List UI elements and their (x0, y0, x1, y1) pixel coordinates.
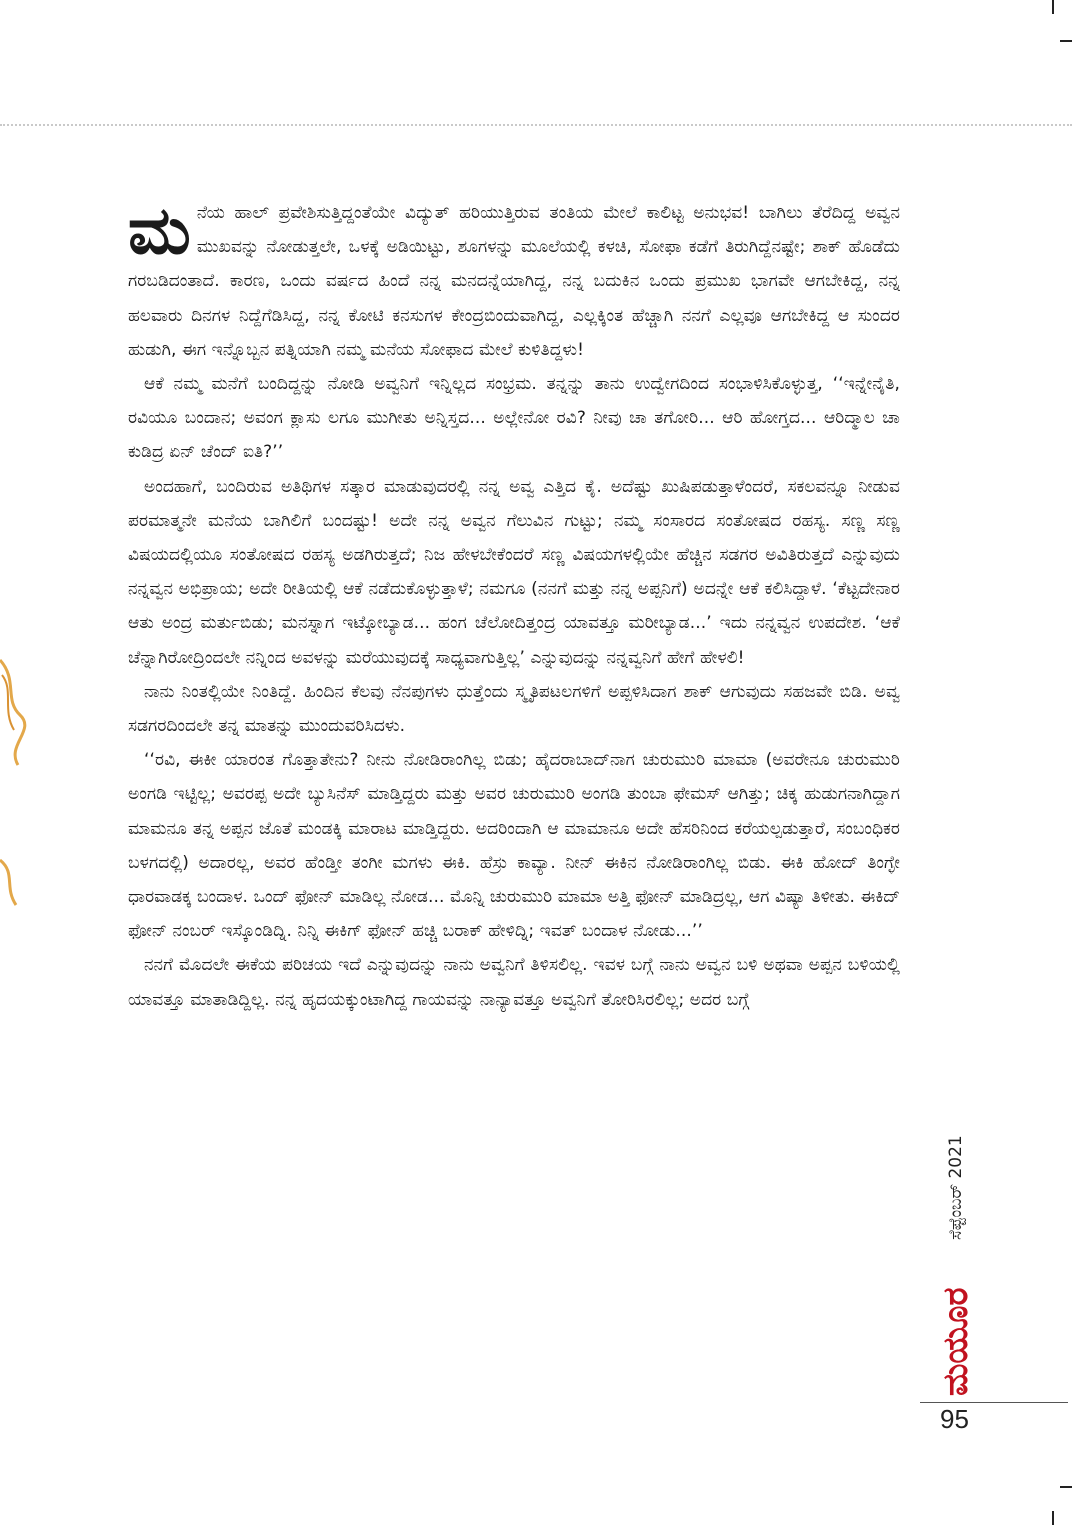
paragraph-text: ನೆಯ ಹಾಲ್ ಪ್ರವೇಶಿಸುತ್ತಿದ್ದಂತೆಯೇ ವಿದ್ಯುತ್ ಹರಿಯುತ್ತಿರುವ ತಂತಿಯ ಮೇಲೆ ಕಾಲಿಟ್ಟ ಅನುಭವ! ಬಾಗಿಲು ತೆರೆದಿದ್ದ ಅವ್ವನ ಮುಖವನ್ನು ನೋಡುತ್ತಲೇ, ಒಳಕ್ಕೆ ಅಡಿಯಿಟ್ಟು, ಶೂಗಳನ್ನು ಮೂಲೆಯಲ್ಲಿ ಕಳಚಿ, ಸೋಫಾ ಕಡೆಗೆ ತಿರುಗಿದ್ದೆನಷ್ಟೇ; ಶಾಕ್ ಹೊಡೆದು ಗರಬಡಿದಂತಾದೆ. ಕಾರಣ, ಒಂದು ವರ್ಷದ ಹಿಂದೆ ನನ್ನ ಮನದನ್ನೆಯಾಗಿದ್ದ, ನನ್ನ ಬದುಕಿನ ಒಂದು ಪ್ರಮುಖ ಭಾಗವೇ ಆಗಬೇಕಿದ್ದ, ನನ್ನ ಹಲವಾರು ದಿನಗಳ ನಿದ್ದೆಗೆಡಿಸಿದ್ದ, ನನ್ನ ಕೋಟಿ ಕನಸುಗಳ ಕೇಂದ್ರಬಿಂದುವಾಗಿದ್ದ, ಎಲ್ಲಕ್ಕಿಂತ ಹೆಚ್ಚಾಗಿ ನನಗೆ ಎಲ್ಲವೂ ಆಗಬೇಕಿದ್ದ ಆ ಸುಂದರ ಹುಡುಗಿ, ಈಗ ಇನ್ನೊಬ್ಬನ ಪತ್ನಿಯಾಗಿ ನಮ್ಮ ಮನೆಯ ಸೋಫಾದ ಮೇಲೆ ಕುಳಿತಿದ್ದಳು! (128, 203, 900, 360)
article-paragraph-4: ನಾನು ನಿಂತಲ್ಲಿಯೇ ನಿಂತಿದ್ದೆ. ಹಿಂದಿನ ಕೆಲವು ನೆನಪುಗಳು ಧುತ್ತೆಂದು ಸ್ಮೃತಿಪಟಲಗಳಿಗೆ ಅಪ್ಪಳಿಸಿದಾಗ ಶಾಕ್ ಆಗುವುದು ಸಹಜವೇ ಬಿಡಿ. ಅವ್ವ ಸಡಗರದಿಂದಲೇ ತನ್ನ ಮಾತನ್ನು ಮುಂದುವರಿಸಿದಳು. (128, 681, 900, 737)
crop-mark-right (1060, 40, 1072, 42)
crop-mark-right-bottom (1060, 1486, 1072, 1488)
crop-mark-bottom (1052, 1511, 1054, 1525)
article-body (128, 191, 900, 1017)
header-dotted-rule (0, 124, 1072, 126)
margin-scribble-bottom (0, 855, 30, 915)
article-paragraph-6: ನನಗೆ ಮೊದಲೇ ಈಕೆಯ ಪರಿಚಯ ಇದೆ ಎನ್ನುವುದನ್ನು ನಾನು ಅವ್ವನಿಗೆ ತಿಳಿಸಲಿಲ್ಲ. ಇವಳ ಬಗ್ಗೆ ನಾನು ಅವ್ವನ ಬಳಿ ಅಥವಾ ಅಪ್ಪನ ಬಳಿಯಲ್ಲಿ ಯಾವತ್ತೂ ಮಾತಾಡಿದ್ದಿಲ್ಲ. ನನ್ನ ಹೃದಯಕ್ಕುಂಟಾಗಿದ್ದ ಗಾಯವನ್ನು ನಾನ್ಯಾವತ್ತೂ ಅವ್ವನಿಗೆ ತೋರಿಸಿರಲಿಲ್ಲ; ಅದರ ಬಗ್ಗೆ (128, 955, 900, 1010)
issue-date: ಸೆಪ್ಟೆಂಬರ್ 2021 (946, 1135, 966, 1240)
article-paragraph-3: ಅಂದಹಾಗೆ, ಬಂದಿರುವ ಅತಿಥಿಗಳ ಸತ್ಕಾರ ಮಾಡುವುದರಲ್ಲಿ ನನ್ನ ಅವ್ವ ಎತ್ತಿದ ಕೈ. ಅದೆಷ್ಟು ಖುಷಿಪಡುತ್ತಾಳೆಂದರೆ, ಸಕಲವನ್ನೂ ನೀಡುವ ಪರಮಾತ್ಮನೇ ಮನೆಯ ಬಾಗಿಲಿಗೆ ಬಂದಷ್ಟು! ಅದೇ ನನ್ನ ಅವ್ವನ ಗೆಲುವಿನ ಗುಟ್ಟು; ನಮ್ಮ ಸಂಸಾರದ ಸಂತೋಷದ ರಹಸ್ಯ. ಸಣ್ಣ ಸಣ್ಣ ವಿಷಯದಲ್ಲಿಯೂ ಸಂತೋಷದ ರಹಸ್ಯ ಅಡಗಿರುತ್ತದೆ; ನಿಜ ಹೇಳಬೇಕೆಂದರೆ ಸಣ್ಣ ವಿಷಯಗಳಲ್ಲಿಯೇ ಹೆಚ್ಚಿನ ಸಡಗರ ಅವಿತಿರುತ್ತದೆ ಎನ್ನುವುದು ನನ್ನವ್ವನ ಅಭಿಪ್ರಾಯ; ಅದೇ ರೀತಿಯಲ್ಲಿ ಆಕೆ ನಡೆದುಕೊಳ್ಳುತ್ತಾಳೆ; ನಮಗೂ (ನನಗೆ ಮತ್ತು ನನ್ನ ಅಪ್ಪನಿಗೆ) ಅದನ್ನೇ ಆಕೆ ಕಲಿಸಿದ್ದಾಳೆ. ‘ಕೆಟ್ಟದೇನಾರ ಆತು ಅಂದ್ರ ಮರ್ತುಬಿಡು; ಮನಸ್ನಾಗ ಇಟ್ಕೋಬ್ಯಾಡ... ಹಂಗ ಚೆಲೋದಿತ್ತಂದ್ರ ಯಾವತ್ತೂ ಮರೀಬ್ಯಾಡ...’ ಇದು ನನ್ನವ್ವನ ಉಪದೇಶ. ‘ಆಕೆ ಚೆನ್ನಾಗಿರೋದ್ರಿಂದಲೇ ನನ್ನಿಂದ ಅವಳನ್ನು ಮರೆಯುವುದಕ್ಕೆ ಸಾಧ್ಯವಾಗುತ್ತಿಲ್ಲ’ ಎನ್ನುವುದನ್ನು ನನ್ನವ್ವನಿಗೆ ಹೇಗೆ ಹೇಳಲಿ! (128, 476, 900, 668)
article-paragraph-2: ಆಕೆ ನಮ್ಮ ಮನೆಗೆ ಬಂದಿದ್ದನ್ನು ನೋಡಿ ಅವ್ವನಿಗೆ ಇನ್ನಿಲ್ಲದ ಸಂಭ್ರಮ. ತನ್ನನ್ನು ತಾನು ಉದ್ವೇಗದಿಂದ ಸಂಭಾಳಿಸಿಕೊಳ್ಳುತ್ತ, ‘‘ಇನ್ನೇನೈತಿ, ರವಿಯೂ ಬಂದಾನ; ಅವಂಗ ಕ್ಲಾಸು ಲಗೂ ಮುಗೀತು ಅನ್ನಿಸ್ತದ... ಅಲ್ಲೇನೋ ರವಿ? ನೀವು ಚಾ ತಗೋರಿ... ಆರಿ ಹೋಗ್ತದ... ಆರಿದ್ಮಾಲ ಚಾ ಕುಡಿದ್ರ ಏನ್ ಚೆಂದ್ ಐತಿ?’’ (128, 374, 900, 463)
folio-rule (920, 1402, 1068, 1403)
drop-cap: ಮ (128, 191, 191, 269)
article-paragraph-1 (128, 191, 900, 367)
page-number: 95 (940, 1404, 969, 1434)
magazine-logo: ಮಯೂರ (936, 1287, 976, 1396)
article-paragraph-5: ‘‘ರವಿ, ಈಕೀ ಯಾರಂತ ಗೊತ್ತಾತೇನು? ನೀನು ನೋಡಿರಾಂಗಿಲ್ಲ ಬಿಡು; ಹೈದರಾಬಾದ್‌ನಾಗ ಚುರುಮುರಿ ಮಾಮಾ (ಅವರೇನೂ ಚುರುಮುರಿ ಅಂಗಡಿ ಇಟ್ಟಿಲ್ಲ; ಅವರಪ್ಪ ಅದೇ ಬ್ಯುಸಿನೆಸ್ ಮಾಡ್ತಿದ್ದರು ಮತ್ತು ಅವರ ಚುರುಮುರಿ ಅಂಗಡಿ ತುಂಬಾ ಫೇಮಸ್ ಆಗಿತ್ತು; ಚಿಕ್ಕ ಹುಡುಗನಾಗಿದ್ದಾಗ ಮಾಮನೂ ತನ್ನ ಅಪ್ಪನ ಜೊತೆ ಮಂಡಕ್ಕಿ ಮಾರಾಟ ಮಾಡ್ತಿದ್ದರು. ಅದರಿಂದಾಗಿ ಆ ಮಾಮಾನೂ ಅದೇ ಹೆಸರಿನಿಂದ ಕರೆಯಲ್ಪಡುತ್ತಾರೆ, ಸಂಬಂಧಿಕರ ಬಳಗದಲ್ಲಿ) ಅದಾರಲ್ಲ, ಅವರ ಹೆಂಡ್ತೀ ತಂಗೀ ಮಗಳು ಈಕಿ. ಹೆಸ್ರು ಕಾವ್ಯಾ. ನೀನ್ ಈಕಿನ ನೋಡಿರಾಂಗಿಲ್ಲ ಬಿಡು. ಈಕಿ ಹೋದ್ ತಿಂಗ್ಳೇ ಧಾರವಾಡಕ್ಕ ಬಂದಾಳ. ಒಂದ್ ಫೋನ್ ಮಾಡಿಲ್ಲ ನೋಡ... ಮೊನ್ನಿ ಚುರುಮುರಿ ಮಾಮಾ ಅತ್ತಿ ಫೋನ್ ಮಾಡಿದ್ರಲ್ಲ, ಆಗ ವಿಷ್ಯಾ ತಿಳೀತು. ಈಕಿದ್ ಫೋನ್ ನಂಬರ್ ಇಸ್ಕೊಂಡಿದ್ನಿ. ನಿನ್ನಿ ಈಕಿಗ್ ಫೋನ್ ಹಚ್ಚಿ ಬರಾಕ್ ಹೇಳಿದ್ನಿ; ಇವತ್ ಬಂದಾಳ ನೋಡು...’’ (128, 750, 900, 942)
margin-scribble-top (0, 650, 30, 770)
crop-mark-top (1052, 0, 1054, 14)
